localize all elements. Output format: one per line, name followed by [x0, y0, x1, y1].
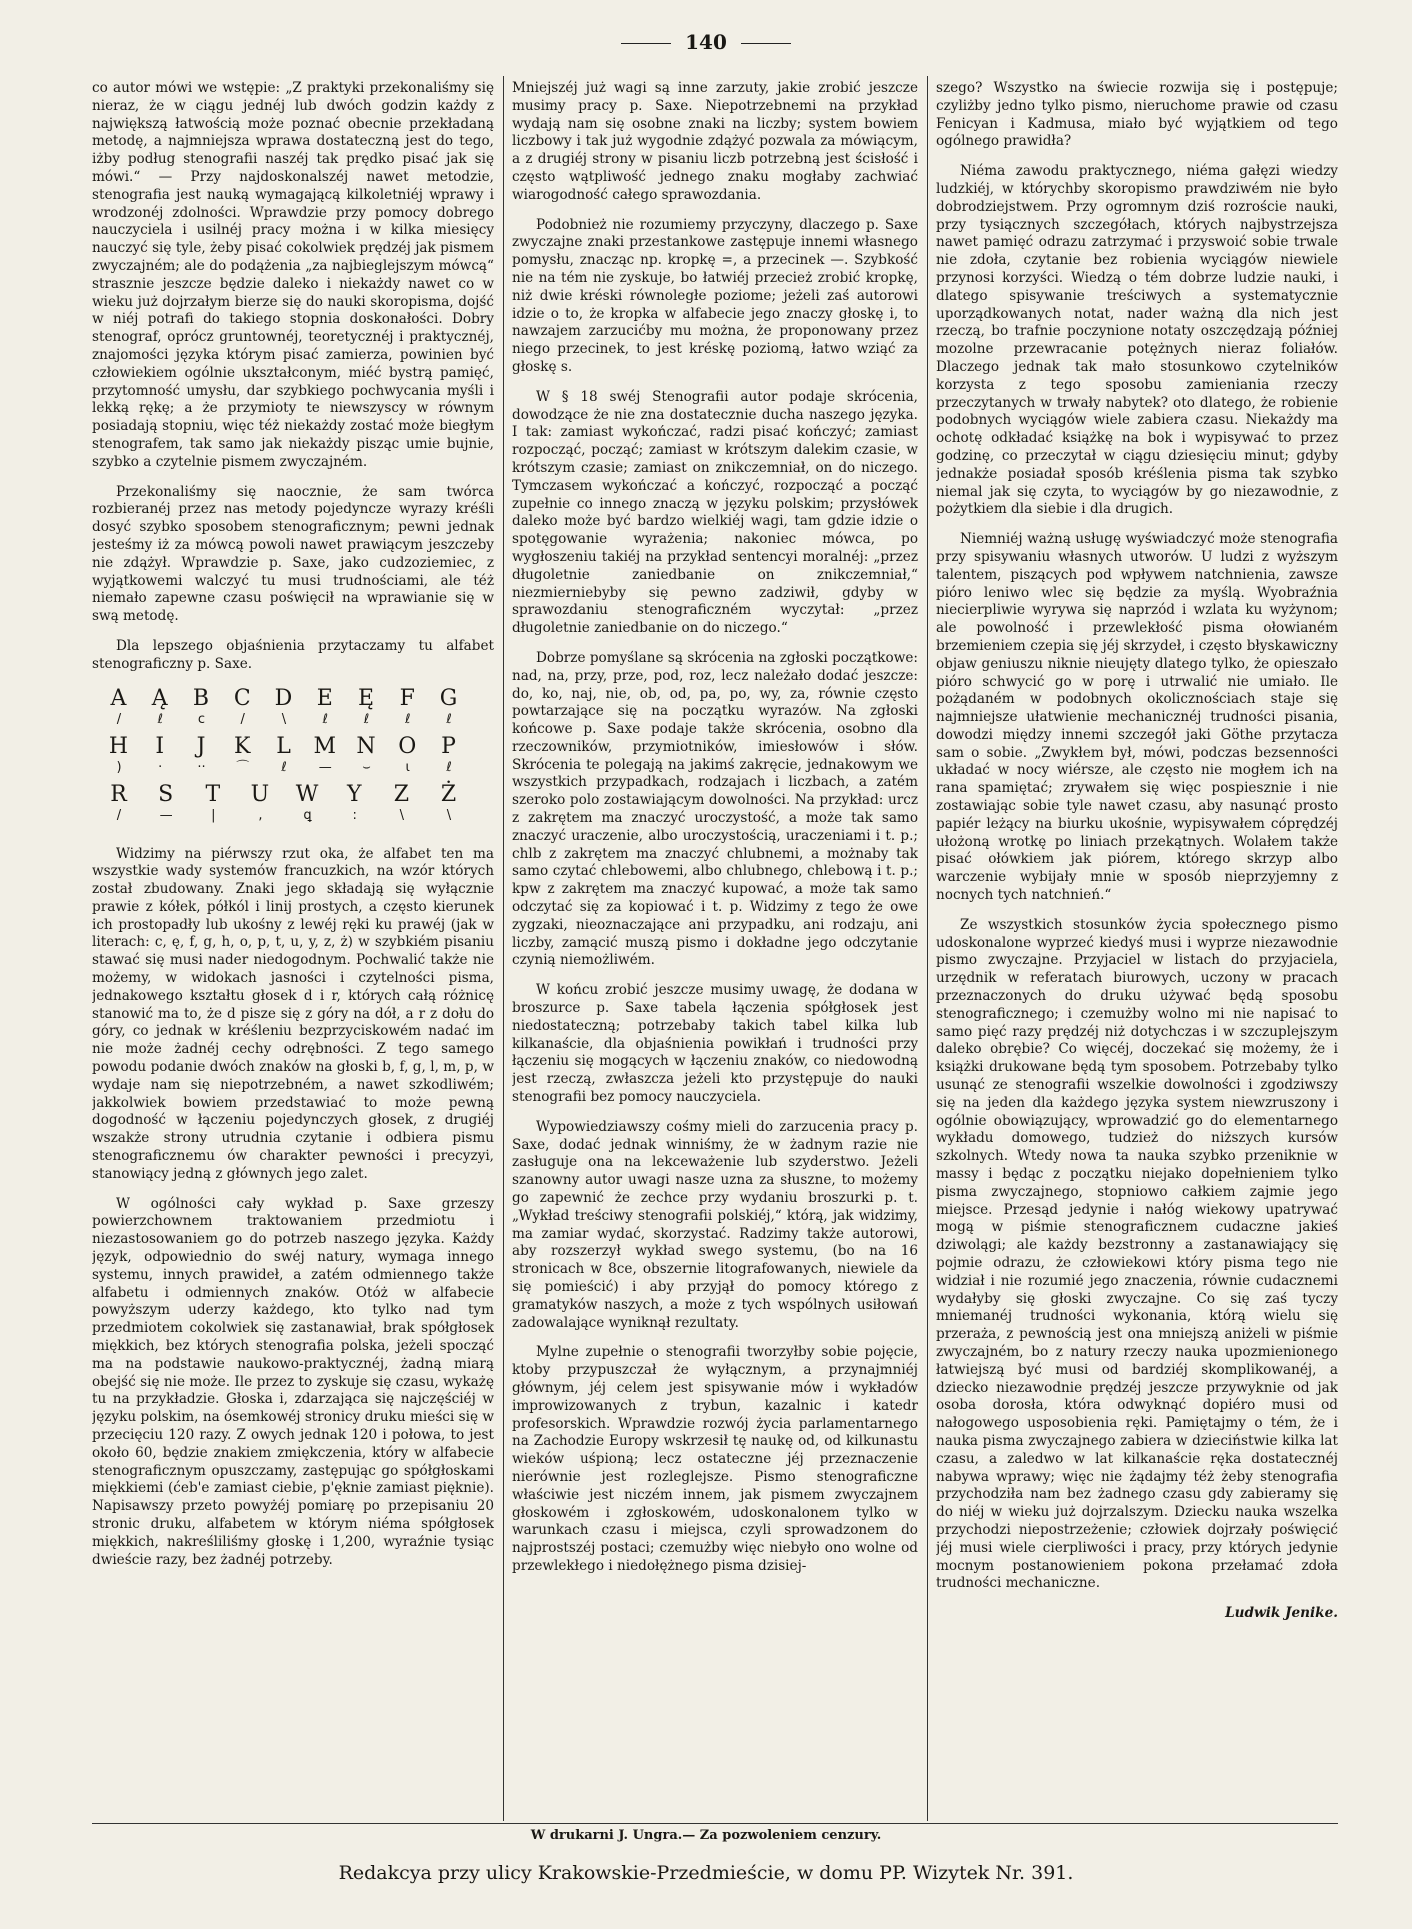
column1-paragraph: Przekonaliśmy się naocznie, że sam twórca rozbieranéj przez nas metody pojedyncze wyrazy kréśli dosyć szybko sposobem stenograficznym; pewni jednak jesteśmy iż za mówcą powoli nawet prawiącym jeszczeby nie zdążył. Wprawdzie p. Saxe, jako cudzoziemiec, z wyjątkowemi walczyć tu musi trudnościami, ale téż niemało zapewne czasu poświęcił na wprawianie się w swą metodę.	[92, 483, 494, 625]
stenographic-sign: ··	[197, 759, 206, 775]
alphabet-letter: Ż	[440, 781, 458, 807]
alphabet-cell	[293, 782, 323, 824]
stenographic-sign: ꝗ	[303, 807, 312, 823]
alphabet-letter: J	[196, 733, 207, 759]
stenographic-sign: —	[318, 759, 332, 775]
alphabet-letter: Ę	[357, 685, 376, 711]
alphabet-row	[104, 782, 464, 824]
alphabet-cell	[269, 734, 299, 776]
column1-paragraph: Widzimy na piérwszy rzut oka, że alfabet ten ma wszystkie wady systemów francuzkich, na wzór których został zbudowany. Znaki jego składają się wyłącznie prawie z kółek, półkól i linij prostych, a często kierunek ich prostopadły lub ukośny z lewéj ręki ku prawéj (jak w literach: c, ę, f, g, h, o, p, t, u, y, z, ż) w szybkiém pisaniu stawać się musi nader niedogodnym. Pochwalić także nie możemy, w widokach jasności i czytelności pisma, jednakowego kształtu głosek d i r, których całą różnicę stanowić ma to, że d pisze się z góry na dół, a r z dołu do góry, co jednak w kréśleniu bezprzyciskowém nadać im nie może żadnéj cechy odrębności. Z tego samego powodu podanie dwóch znaków na głoski b, f, g, l, m, p, w wydaje nam się niepotrzebném, a nawet szkodliwém; jakkolwiek bowiem przedstawiać to może pewną dogodność w łączeniu pojedynczych głosek, z drugiéj wszakże strony utrudnia czytanie i odbiera pismu stenograficznemu ów charakter pewności i precyzyi, stanowiący jedną z głównych jego zalet.	[92, 845, 494, 1182]
column2-paragraph: W § 18 swéj Stenografii autor podaje skrócenia, dowodzące że nie zna dostatecznie ducha naszego języka. I tak: zamiast wykończać, radzi pisać kończyć; zamiast rozpocząć, począć; zamiast w krótszym dalekim czasie, w krótszym czasie; zamiast on znikczemniał, on do niczego. Tymczasem wykończać a kończyć, rozpocząć a począć zupełnie co innego znaczą w języku polskim; przysłówek daleko może być bardzo wielkiéj wagi, tam gdzie idzie o spotęgowanie wyrażenia; nakoniec mówca, po wygłoszeniu takiéj na przykład sentencyi moralnéj: „przez długoletnie zaniedbanie on znikczemniał,“ niezmierniebyby się pewno zadziwił, gdyby w sprawozdaniu stenograficzném wyczytał: „przez długoletnie zaniedbanie on do niczego.“	[512, 388, 918, 637]
alphabet-cell	[104, 782, 134, 824]
alphabet-cell	[104, 686, 134, 728]
alphabet-letter: Ą	[151, 685, 169, 711]
alphabet-letter: U	[250, 781, 271, 807]
stenographic-sign: :	[352, 807, 357, 823]
stenographic-alphabet	[104, 686, 494, 824]
column1-paragraph: co autor mówi we wstępie: „Z praktyki przekonaliśmy się nieraz, że w ciągu jednéj lub dwóch godzin każdy z największą łatwością może poznać obecnie przekładaną metodę, a najmniejsza wprawa dostateczną jest do tego, iżby podług stenografii naszéj tak prędko pisać jak się mówi.“ — Przy najdoskonalszéj nawet metodzie, stenografia jest nauką wymagającą kilkoletniéj wprawy i wrodzonéj zdolności. Wprawdzie przy pomocy dobrego nauczyciela i usilnéj pracy można i w kilka miesięcy nauczyć się tyle, żeby pisać cokolwiek prędzéj jak pismem zwyczajném; ale do podążenia „za najbieglejszym mówcą“ strasznie jeszcze będzie daleko i niekażdy nawet co w wieku już dojrzałym bierze się do nauki skoropisma, dojść w niéj potrafi do takiego stopnia doskonałości. Dobry stenograf, oprócz gruntownéj, teoretycznéj i praktycznéj, znajomości języka którym pisać zamierza, powinien być człowiekiem ogólnie ukształconym, miéć bystrą pamięć, przytomność umysłu, dar szybkiego pochwycania myśli i lekką rękę; a że przymioty te niewszyscy w równym posiadają stopniu, więc téż niekażdy zostać może biegłym stenografem, tak samo jak niekażdy pisząc umie bujnie, szybko a czytelnie pismem zwyczajném.	[92, 80, 494, 470]
alphabet-letter: T	[205, 781, 222, 807]
column2-paragraph: Mniejszéj już wagi są inne zarzuty, jakie zrobić jeszcze musimy pracy p. Saxe. Niepotrzebnemi na przykład wydają nam się osobne znaki na liczby; system bowiem liczbowy i tak już wygodnie zdążyć pozwala za mówiącym, a z drugiéj strony w pisaniu liczb potrzebną jest ścisłość i często wątpliwość jednego znaku mogłaby zachwiać wiarogodność całego sprawozdania.	[512, 80, 918, 203]
alphabet-letter: E	[316, 685, 334, 711]
alphabet-cell	[434, 782, 464, 824]
alphabet-letter: S	[158, 781, 175, 807]
alphabet-letter: K	[234, 733, 252, 759]
column3-paragraph: Ze wszystkich stosunków życia społecznego pismo udoskonalone wyprzeć kiedyś musi i wyprze niezawodnie pismo zwyczajne. Przyjaciel w listach do przyjaciela, urzędnik w referatach biurowych, uczony w pracach przeznaczonych do druku używać będą sposobu stenograficznego; i czemużby wolno mi nie napisać to samo pięć razy prędzéj niż dotychczas i w szczuplejszym daleko obrębie? Co więcéj, doczekać się możemy, że i książki drukowane będą tym sposobem. Potrzebaby tylko usunąć ze stenografii wszelkie dowolności i zgodziwszy się na jeden dla każdego języka system niewzruszony i ogólnie obowiązujący, wprowadzić go do elementarnego wykładu domowego, tudzież do niższych kursów szkolnych. Wtedy nowa ta nauka szybko przeniknie w massy i będąc z początku niejako dopełnieniem tylko pisma zwyczajnego, stopniowo całkiem zajmie jego miejsce. Przesąd jedynie i nałóg wiekowy upatrywać mogą w piśmie stenograficznem cudaczne jakieś dziwolągi; ale każdy bezstronny a zastanawiający się pojmie odrazu, że człowiekowi który pisma tego nie widział i nie rozumié jego znaczenia, równie cudacznemi wydałyby się głoski zwyczajne. Co się zaś tyczy mniemanéj trudności wykonania, którą wielu się przeraża, z pewnością jest ona mniejszą aniżeli w piśmie zwyczajném, bo z natury rzeczy nauka upozmienionego łatwiejszą być musi od bardziéj skomplikowanéj, a dziecko niezawodnie prędzéj jeszcze przywyknie od jak osoba dorosła, która odwyknąć dopiéro musi od nałogowego usposobienia ręki. Pamiętajmy o tém, że i nauka pisma zwyczajnego zabiera w dzieciństwie kilka lat czasu, a zaledwo w lat kilkanaście ręka dostatecznéj nabywa wprawy; więc nie żądajmy téż żeby stenografia przychodziła nam bez żadnego czasu gdy zabieramy się do niéj w wieku już dojrzalszym. Dziecku nauka wszelka przychodzi niepostrzeżenie; człowiek dojrzały poświęcić jéj musi wiele cierpliwości i pracy, przy których jedynie mocnym postanowieniem pokona przełamać zdoła trudności mechaniczne.	[936, 916, 1338, 1592]
alphabet-cell	[393, 686, 423, 728]
column-2	[512, 80, 918, 1820]
column3-paragraph: szego? Wszystko na świecie rozwija się i postępuje; czyliżby jedno tylko pismo, nieruchome prawie od czasu Fenicyan i Kadmusa, miało być wyjątkiem od tego ogólnego prawidła?	[936, 80, 1338, 150]
column1-paragraph: W ogólności cały wykład p. Saxe grzeszy powierzchownem traktowaniem przedmiotu i niezastosowaniem go do potrzeb naszego języka. Każdy język, odpowiednio do swéj natury, wymaga innego systemu, innych prawideł, a zatém odmiennego także alfabetu i odmiennych znaków. Otóż w alfabecie powyższym uderzy każdego, kto tylko nad tym przedmiotem cokolwiek się zastanawiał, brak spółgłosek miękkich, bez których stenografia polska, jeżeli spocząć ma na podstawie naukowo-praktycznéj, żadną miarą obejść się nie może. Ile przez to zyskuje się czasu, wykażę tu na przykładzie. Głoska i, zdarzająca się najczęściéj w języku polskim, na ósemkowéj stronicy druku mieści się w przecięciu 120 razy. Z owych jednak 120 i połowa, to jest około 60, będzie znakiem zmiękczenia, który w alfabecie stenograficznym opuszczamy, zastępując go spółgłoskami miękkiemi (ćeb'e zamiast ciebie, p'ęknie zamiast pięknie). Napisawszy przeto powyżéj pomiarę po przepisaniu 20 stronic druku, alfabetem w którym niéma spółgłosek miękkich, nakreśliliśmy głoskę i 1,200, wyraźnie tysiąc dwieście razy, bez żadnéj potrzeby.	[92, 1195, 494, 1568]
alphabet-cell	[352, 734, 382, 776]
alphabet-letter: L	[276, 733, 292, 759]
stenographic-sign: \	[281, 711, 287, 727]
alphabet-row	[104, 686, 464, 728]
alphabet-letter: M	[313, 733, 338, 759]
alphabet-cell	[228, 734, 258, 776]
header-dash-right	[741, 43, 791, 44]
alphabet-cell	[434, 686, 464, 728]
stenographic-sign: ,	[258, 807, 263, 823]
header-dash-left	[621, 43, 671, 44]
column3-paragraph: Niéma zawodu praktycznego, niéma gałęzi wiedzy ludzkiéj, w którychby skoropismo prawdziwém nie było dobrodziejstwem. Przy ogromnym dziś rozroście nauki, przy tysiącznych szczegółach, których najbystrzejsza nawet pamięć odrazu zatrzymać i przyswoić sobie trwale nie zdoła, czytanie bez robienia wyciągów niewiele przynosi korzyści. Wiedzą o tém dobrze ludzie nauki, i dlatego spisywanie treściwych a systematycznie uporządkowanych notat, nader ważną dla nich jest rzeczą, bo trafnie poczynione notaty oszczędzają później mozolne przewracanie potężnych nieraz foliałów. Dlaczego jednak tak mało stosunkowo czytelników korzysta z tego sposobu zamieniania rzeczy przeczytanych w trwały nabytek? oto dlatego, że robienie podobnych wyciągów wiele zabiera czasu. Niekażdy ma ochotę odkładać książkę na bok i wypisywać to przez godzinę, co przeczytał w ciągu dziesięciu minut; gdyby jednakże posiadał sposób kréślenia pisma tak szybko niemal jak się czyta, to wyciągów by go niezawodnie, z pożytkiem dla siebie i dla drugich.	[936, 163, 1338, 518]
column2-paragraph: W końcu zrobić jeszcze musimy uwagę, że dodana w broszurce p. Saxe tabela łączenia spółgłosek jest niedostateczną; potrzebaby takich tabel kilka lub kilkanaście, dla objaśnienia powikłań i trudności przy łączeniu się mogących w łączeniu znaków, co niedowodną jest rzeczą, zwłaszcza jeżeli kto przystępuje do nauki stenografii bez pomocy nauczyciela.	[512, 982, 918, 1106]
editorial-address: Redakcya przy ulicy Krakowskie-Przedmieście, w domu PP. Wizytek Nr. 391.	[338, 1862, 1074, 1884]
column-divider-1	[503, 76, 504, 1821]
column-divider-2	[927, 76, 928, 1821]
alphabet-cell	[269, 686, 299, 728]
alphabet-cell	[310, 734, 340, 776]
stenographic-sign: ℓ	[157, 711, 163, 727]
column-3	[936, 80, 1338, 1820]
page-number-header	[0, 30, 1412, 54]
alphabet-cell	[145, 686, 175, 728]
alphabet-letter: C	[233, 685, 252, 711]
alphabet-letter: R	[110, 781, 128, 807]
alphabet-cell	[145, 734, 175, 776]
alphabet-cell	[151, 782, 181, 824]
alphabet-letter: H	[108, 733, 130, 759]
stenographic-sign: \	[446, 807, 452, 823]
stenographic-sign: |	[211, 807, 216, 823]
alphabet-letter: D	[274, 685, 294, 711]
stenographic-sign: )	[116, 759, 122, 775]
stenographic-sign: ℓ	[322, 711, 328, 727]
alphabet-cell	[228, 686, 258, 728]
stenographic-sign: \	[399, 807, 405, 823]
column2-paragraph: Mylne zupełnie o stenografii tworzyłby sobie pojęcie, ktoby przypuszczał że wyłącznym, a przynajmniéj głównym, jéj celem jest spisywanie mów i wykładów improwizowanych z trybun, kazalnic i katedr profesorskich. Wprawdzie rozwój życia parlamentarnego na Zachodzie Europy wskrzesił tę naukę od, od kilkunastu wieków uśpioną; lecz ostateczne jéj przeznaczenie nierównie jest rozleglejsze. Pismo stenograficzne właściwie jest niczém innem, jak pismem zwyczajnem głoskowém i zgłoskowém, udoskonalonem tylko w warunkach czasu i miejsca, czyli sprowadzonem do najprostszéj postaci; czemużby więc niebyło ono wolne od przewlekłego i niedołężnego pisma dzisiej-	[512, 1344, 918, 1574]
alphabet-letter: B	[192, 685, 211, 711]
stenographic-sign: ·	[158, 759, 163, 775]
alphabet-row	[104, 734, 464, 776]
alphabet-cell	[104, 734, 134, 776]
page-number: 140	[685, 30, 727, 54]
alphabet-cell	[434, 734, 464, 776]
stenographic-sign: —	[159, 807, 173, 823]
alphabet-cell	[387, 782, 417, 824]
stenographic-sign: c	[197, 711, 206, 727]
author-signature: Ludwik Jenike.	[1225, 1605, 1338, 1622]
stenographic-sign: ⌣	[362, 759, 371, 775]
alphabet-cell	[198, 782, 228, 824]
stenographic-sign: /	[116, 711, 122, 727]
alphabet-letter: G	[439, 685, 459, 711]
alphabet-letter: I	[155, 733, 166, 759]
alphabet-cell	[245, 782, 275, 824]
alphabet-cell	[187, 734, 217, 776]
column3-paragraph: Niemniéj ważną usługę wyświadczyć może stenografia przy spisywaniu własnych utworów. U ludzi z wyższym talentem, piszących pod wpływem natchnienia, zawsze pióro leniwo wlec się będzie za myślą. Wyobraźnia niecierpliwie wyrywa się naprzód i wzlata ku wyżynom; ale powolność i przewlekłość pisma ołowianém brzemieniem czepia się jéj skrzydeł, i często błyskawiczny objaw geniuszu niknie nieujęty dlatego tylko, że opieszało pióro schwycić go w porę i utrwalić nie umiało. Ile pożądaném w podobnych okolicznościach staje się najmniejsze ułatwienie mechanicznéj trudności pisania, dowodzi między innemi szczegół jaki Göthe przytacza sam o sobie. „Zwykłem był, mówi, podczas bezsenności układać w nocy wiérsze, ale często nie mogłem ich na rana spamiętać; zrywałem się więc pospiesznie i nie zostawiając sobie tyle nawet czasu, aby nasunąć prosto papiér leżący na biurku ukośnie, wypisywałem cóprędzéj ułożoną wrotkę po liniach przekątnych. Wolałem także pisać ołówkiem jak piórem, którego skrzyp albo warczenie wybijały mnie w sposób nieprzyjemny z nocnych tych natchnień.“	[936, 531, 1338, 904]
stenographic-sign: ⌒	[236, 759, 250, 775]
column2-paragraph: Wypowiedziawszy cośmy mieli do zarzucenia pracy p. Saxe, dodać jednak winniśmy, że w żadnym razie nie zasługuje ona na lekceważenie lub szyderstwo. Jeżeli szanowny autor uwagi nasze uzna za słuszne, to możemy go zapewnić że zechce przy wydaniu broszurki p. t. „Wykład treściwy stenografii polskiéj,“ którą, jak widzimy, ma zamiar wydać, skorzystać. Radzimy także autorowi, aby rozszerzył wykład swego systemu, (bo na 16 stronicach w 8ce, obszernie litografowanych, niewiele da się pomieścić) i aby przyjął do pomocy którego z gramatyków naszych, a może z tych wspólnych usiłowań zadowalające wyniknął rezultaty.	[512, 1118, 918, 1331]
footer-rule	[92, 1823, 1338, 1824]
alphabet-letter: W	[295, 781, 320, 807]
column2-paragraph: Dobrze pomyślane są skrócenia na zgłoski początkowe: nad, na, przy, prze, pod, roz, lecz należało dodać jeszcze: do, ko, naj, nie, ob, od, pa, po, wy, za, równie często powtarzające się na początku wyrazów. Na zgłoski końcowe p. Saxe podaje także skrócenia, osobno dla rzeczowników, przymiotników, imiesłowów i słów. Skrócenia te polegają na jakimś zakręcie, jednakowym we wszystkich przypadkach, rodzajach i liczbach, a zatém szeroko polo zostawiającym dowolności. Na przykład: urcz z zakrętem ma znaczyć uroczystość, a może tak samo znaczyć uraczenie, albo uroczystością, uraczeniami i t. p.; chlb z zakrętem ma znaczyć chlubnemi, a możnaby tak samo czytać chlebowemi, albo chlubnego, chlebową i t. p.; kpw z zakrętem ma znaczyć kupować, a może tak samo odczytać się za kopiować i t. p. Widzimy z tego że owe zygzaki, nieoznaczające ani przypadku, ani rodzaju, ani liczby, zamącić muszą pismo i dokładne jego odczytanie czynią niemożliwém.	[512, 649, 918, 969]
alphabet-letter: A	[110, 685, 128, 711]
stenographic-sign: ℓ	[446, 711, 452, 727]
alphabet-cell	[310, 686, 340, 728]
alphabet-cell	[340, 782, 370, 824]
column1-paragraph: Dla lepszego objaśnienia przytaczamy tu alfabet stenograficzny p. Saxe.	[92, 637, 494, 672]
alphabet-letter: O	[398, 733, 418, 759]
alphabet-letter: F	[399, 685, 416, 711]
stenographic-sign: ℓ	[405, 711, 411, 727]
column-1	[92, 80, 494, 1820]
stenographic-sign: /	[240, 711, 245, 727]
stenographic-sign: ℓ	[281, 759, 287, 775]
alphabet-letter: P	[441, 733, 457, 759]
stenographic-sign: ℓ	[363, 711, 370, 727]
alphabet-cell	[352, 686, 382, 728]
stenographic-sign: ℓ	[446, 759, 452, 775]
stenographic-sign: ɩ	[405, 759, 410, 775]
column2-paragraph: Podobnież nie rozumiemy przyczyny, dlaczego p. Saxe zwyczajne znaki przestankowe zastępuje innemi własnego pomysłu, znacząc np. kropkę =, a przecinek —. Szybkość nie na tém nie zyskuje, bo łatwiéj przecież zrobić kropkę, niż dwie kréski równoległe poziome; jeżeli zaś autorowi idzie o to, że kropka w alfabecie jego znaczy głoskę i, to nawzajem zarzucićby mu można, że proponowany przez niego przecinek, to jest kréskę poziomą, łatwo wziąć za głoskę s.	[512, 216, 918, 375]
alphabet-letter: Y	[346, 781, 363, 807]
alphabet-cell	[187, 686, 217, 728]
alphabet-letter: Z	[393, 781, 410, 807]
alphabet-cell	[393, 734, 423, 776]
alphabet-letter: N	[356, 733, 377, 759]
stenographic-sign: /	[116, 807, 122, 823]
printer-notice: W drukarni J. Ungra.— Za pozwoleniem cenzury.	[530, 1828, 882, 1843]
